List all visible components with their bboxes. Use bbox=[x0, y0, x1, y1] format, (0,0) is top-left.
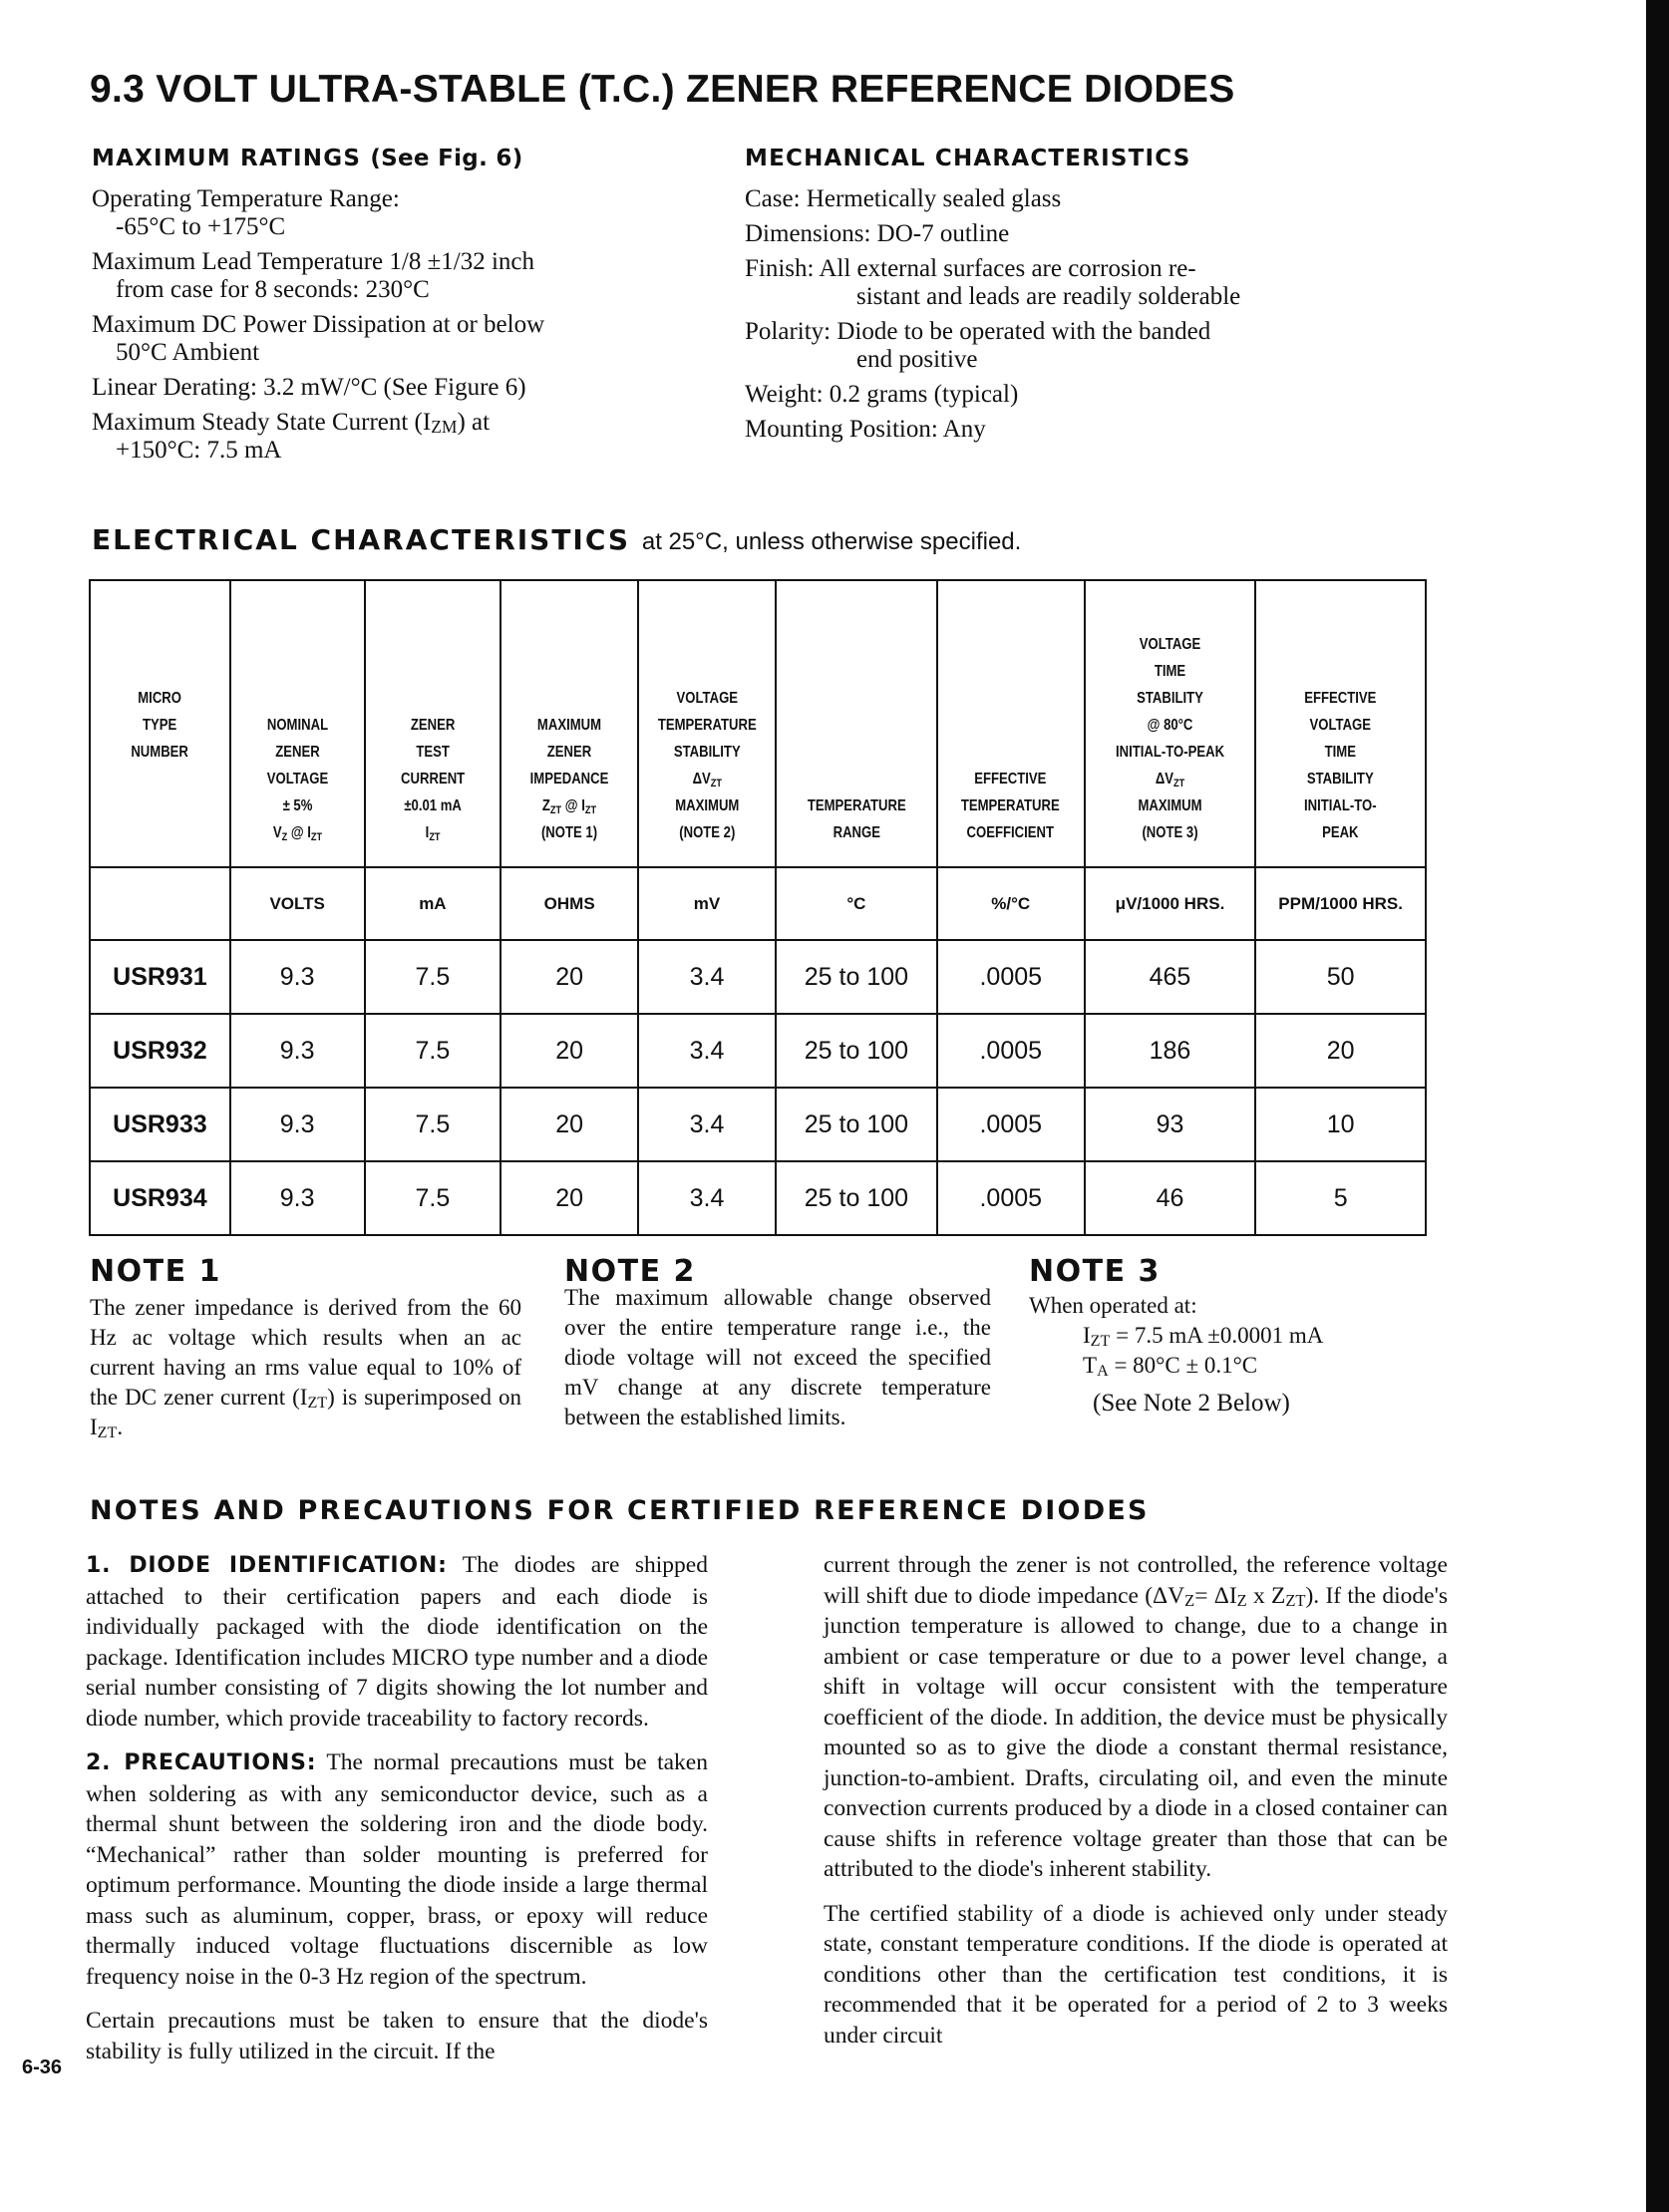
table-cell: 50 bbox=[1255, 940, 1426, 1014]
junction-temperature-paragraph: current through the zener is not controlled, the reference voltage will shift due to diode impedance ($\Delta V_Z= \Delta I_Z$ x $Z_{ZT}$). If the diode's junction temperature is allowed to change, due to a change in ambient or case temperature or due to a power level change, a shift in voltage will occur consistent with the temperature coefficient of the diode. In addition, the device must be physically mounted so as to give the diode a constant thermal resistance, junction-to-ambient. Drafts, circulating oil, and even the minute convection currents produced by a diode in a closed container can cause shifts in reference voltage greater than those that can be attributed to the diode's inherent stability. bbox=[824, 1552, 1448, 1882]
precautions-left-column bbox=[86, 1550, 708, 2080]
note-2-heading: NOTE 2 bbox=[564, 1254, 696, 1289]
document-title: 9.3 VOLT ULTRA-STABLE (T.C.) ZENER REFERENCE DIODES bbox=[90, 68, 1235, 111]
note-3-current: $I_{ZT} = 7.5$ mA ±0.0001 mA bbox=[1083, 1323, 1324, 1350]
mechanical-heading: MECHANICAL CHARACTERISTICS bbox=[745, 146, 1191, 171]
table-cell: 46 bbox=[1085, 1161, 1256, 1235]
rating-operating-temp: Operating Temperature Range: -65°C to +175°C bbox=[92, 185, 400, 240]
rating-power-dissipation: Maximum DC Power Dissipation at or below 50°C Ambient bbox=[92, 311, 545, 366]
part-number: USR933 bbox=[90, 1088, 230, 1161]
unit-cell: mA bbox=[365, 867, 501, 940]
unit-cell: %/°C bbox=[937, 867, 1085, 940]
mech-case: Case: Hermetically sealed glass bbox=[745, 185, 1062, 212]
part-number: USR934 bbox=[90, 1161, 230, 1235]
header-micro-type-number: MICRO TYPE NUMBER bbox=[90, 580, 230, 867]
page-edge-bar bbox=[1646, 0, 1669, 2212]
table-cell: .0005 bbox=[937, 1088, 1085, 1161]
unit-cell: OHMS bbox=[501, 867, 638, 940]
mech-finish: Finish: All external surfaces are corrosion re- sistant and leads are readily solderable bbox=[745, 255, 1241, 310]
note-3-heading: NOTE 3 bbox=[1029, 1254, 1161, 1289]
precautions-right-column bbox=[824, 1550, 1448, 2064]
table-cell: 25 to 100 bbox=[776, 1161, 937, 1235]
table-cell: 3.4 bbox=[638, 940, 776, 1014]
note-1 bbox=[90, 1254, 521, 1442]
header-maximum-zener-impedance: MAXIMUM ZENER IMPEDANCE $Z_{ZT}$ @ $I_{ZT}$ (NOTE 1) bbox=[501, 580, 638, 867]
rating-lead-temp: Maximum Lead Temperature 1/8 ±1/32 inch from case for 8 seconds: 230°C bbox=[92, 248, 535, 303]
table-cell: 25 to 100 bbox=[776, 1014, 937, 1088]
unit-cell bbox=[90, 867, 230, 940]
table-cell: 9.3 bbox=[230, 1088, 365, 1161]
table-cell: 20 bbox=[501, 940, 638, 1014]
table-cell: 3.4 bbox=[638, 1088, 776, 1161]
table-cell: 3.4 bbox=[638, 1161, 776, 1235]
table-units-row bbox=[90, 867, 1426, 940]
note-3-see: (See Note 2 Below) bbox=[1093, 1390, 1290, 1417]
note-3-text bbox=[1029, 1291, 1428, 1419]
max-ratings-section bbox=[92, 146, 710, 472]
note-2 bbox=[564, 1254, 991, 1432]
table-cell: 9.3 bbox=[230, 1014, 365, 1088]
table-cell: 20 bbox=[501, 1014, 638, 1088]
note-3 bbox=[1029, 1254, 1428, 1419]
electrical-subtitle: at 25°C, unless otherwise specified. bbox=[641, 528, 1022, 555]
note-2-text: The maximum allowable change observed over the entire temperature range i.e., the diode voltage will not exceed the specified mV change at any discrete temperature between the established limits. bbox=[564, 1285, 991, 1429]
part-number: USR932 bbox=[90, 1014, 230, 1088]
header-voltage-temperature-stability: VOLTAGE TEMPERATURE STABILITY $\Delta V_{ZT}$ MAXIMUM (NOTE 2) bbox=[638, 580, 776, 867]
mech-weight: Weight: 0.2 grams (typical) bbox=[745, 381, 1019, 408]
table-cell: 3.4 bbox=[638, 1014, 776, 1088]
table-cell: 7.5 bbox=[365, 1161, 501, 1235]
note-1-text: The zener impedance is derived from the 60 Hz ac voltage which results when an ac current having an rms value equal to 10% of the DC zener current $(I_{ZT})$ is superimposed on $I_{ZT}$. bbox=[90, 1295, 522, 1441]
precautions-heading: NOTES AND PRECAUTIONS FOR CERTIFIED REFERENCE DIODES bbox=[90, 1495, 1150, 1526]
rating-steady-current: Maximum Steady State Current $(I_{ZM})$ at +150°C: 7.5 mA bbox=[92, 409, 491, 464]
table-cell: 7.5 bbox=[365, 1014, 501, 1088]
table-cell: 9.3 bbox=[230, 940, 365, 1014]
table-cell: .0005 bbox=[937, 1161, 1085, 1235]
unit-cell: VOLTS bbox=[230, 867, 365, 940]
table-row bbox=[90, 1161, 1426, 1235]
note-3-intro: When operated at: bbox=[1029, 1293, 1197, 1318]
table-cell: 186 bbox=[1085, 1014, 1256, 1088]
header-effective-temperature-coefficient: EFFECTIVE TEMPERATURE COEFFICIENT bbox=[937, 580, 1085, 867]
mechanical-list bbox=[745, 185, 1323, 444]
note-1-heading: NOTE 1 bbox=[90, 1254, 221, 1289]
precautions-paragraph: 2. PRECAUTIONS: The normal precautions must be taken when soldering as with any semiconductor device, such as a thermal shunt between the soldering iron and the diode body. “Mechanical” rather than solder mounting is preferred for optimum performance. Mounting the diode inside a large thermal mass such as aluminum, copper, brass, or epoxy will reduce thermally induced voltage fluctuations discernible as low frequency noise in the 0-3 Hz region of the spectrum. bbox=[86, 1749, 708, 1990]
header-effective-voltage-time-stability: EFFECTIVE VOLTAGE TIME STABILITY INITIAL-TO- PEAK bbox=[1255, 580, 1426, 867]
electrical-title: ELECTRICAL CHARACTERISTICS bbox=[92, 523, 631, 556]
unit-cell: μV/1000 HRS. bbox=[1085, 867, 1256, 940]
table-row bbox=[90, 1014, 1426, 1088]
table-header-row bbox=[90, 580, 1426, 867]
table-cell: 93 bbox=[1085, 1088, 1256, 1161]
mechanical-section bbox=[745, 146, 1323, 451]
page-number: 6-36 bbox=[22, 2056, 63, 2078]
mech-dimensions: Dimensions: DO-7 outline bbox=[745, 220, 1010, 247]
mech-mounting: Mounting Position: Any bbox=[745, 416, 986, 443]
table-cell: 20 bbox=[501, 1161, 638, 1235]
precautions-label: 2. PRECAUTIONS: bbox=[86, 1750, 317, 1775]
table-cell: 20 bbox=[501, 1088, 638, 1161]
max-ratings-heading bbox=[92, 146, 710, 171]
certified-stability-paragraph: The certified stability of a diode is achieved only under steady state, constant temperature conditions. If the diode is operated at conditions other than the certification test conditions, it is recommended that it be operated for a period of 2 to 3 weeks under circuit bbox=[824, 1900, 1448, 2049]
table-cell: .0005 bbox=[937, 940, 1085, 1014]
table-cell: 5 bbox=[1255, 1161, 1426, 1235]
table-cell: 25 to 100 bbox=[776, 1088, 937, 1161]
part-number: USR931 bbox=[90, 940, 230, 1014]
max-ratings-list bbox=[92, 185, 710, 465]
max-ratings-title: MAXIMUM RATINGS bbox=[92, 146, 362, 171]
table-cell: 25 to 100 bbox=[776, 940, 937, 1014]
table-cell: 465 bbox=[1085, 940, 1256, 1014]
diode-identification-label: 1. DIODE IDENTIFICATION: bbox=[86, 1553, 448, 1578]
note-3-temperature: $T_A = 80^\circ C \pm 0.1^\circ C$ bbox=[1083, 1353, 1258, 1380]
table-cell: 9.3 bbox=[230, 1161, 365, 1235]
table-cell: 7.5 bbox=[365, 940, 501, 1014]
header-zener-test-current: ZENER TEST CURRENT ±0.01 mA $I_{ZT}$ bbox=[365, 580, 501, 867]
header-voltage-time-stability: VOLTAGE TIME STABILITY @ 80°C INITIAL-TO-PEAK $\Delta V_{ZT}$ MAXIMUM (NOTE 3) bbox=[1085, 580, 1256, 867]
header-temperature-range: TEMPERATURE RANGE bbox=[776, 580, 937, 867]
electrical-heading bbox=[92, 523, 1021, 556]
certain-precautions-paragraph: Certain precautions must be taken to ensure that the diode's stability is fully utilized in the circuit. If the bbox=[86, 2008, 708, 2064]
unit-cell: °C bbox=[776, 867, 937, 940]
table-cell: .0005 bbox=[937, 1014, 1085, 1088]
table-row bbox=[90, 1088, 1426, 1161]
table-cell: 20 bbox=[1255, 1014, 1426, 1088]
table-cell: 7.5 bbox=[365, 1088, 501, 1161]
table-cell: 10 bbox=[1255, 1088, 1426, 1161]
header-nominal-zener-voltage: NOMINAL ZENER VOLTAGE ± 5% $V_Z$ @ $I_{ZT}$ bbox=[230, 580, 365, 867]
diode-identification-paragraph: 1. DIODE IDENTIFICATION: The diodes are shipped attached to their certification papers and each diode is individually packaged with the diode identification on the package. Identification includes MICRO type number and a diode serial number consisting of 7 digits showing the lot number and diode number, which provide traceability to factory records. bbox=[86, 1552, 708, 1732]
rating-linear-derating: Linear Derating: 3.2 mW/°C (See Figure 6) bbox=[92, 374, 526, 401]
max-ratings-figure-ref: (See Fig. 6) bbox=[370, 146, 523, 171]
table-row bbox=[90, 940, 1426, 1014]
unit-cell: PPM/1000 HRS. bbox=[1255, 867, 1426, 940]
electrical-characteristics-table bbox=[89, 579, 1427, 1236]
unit-cell: mV bbox=[638, 867, 776, 940]
mech-polarity: Polarity: Diode to be operated with the banded end positive bbox=[745, 318, 1211, 373]
